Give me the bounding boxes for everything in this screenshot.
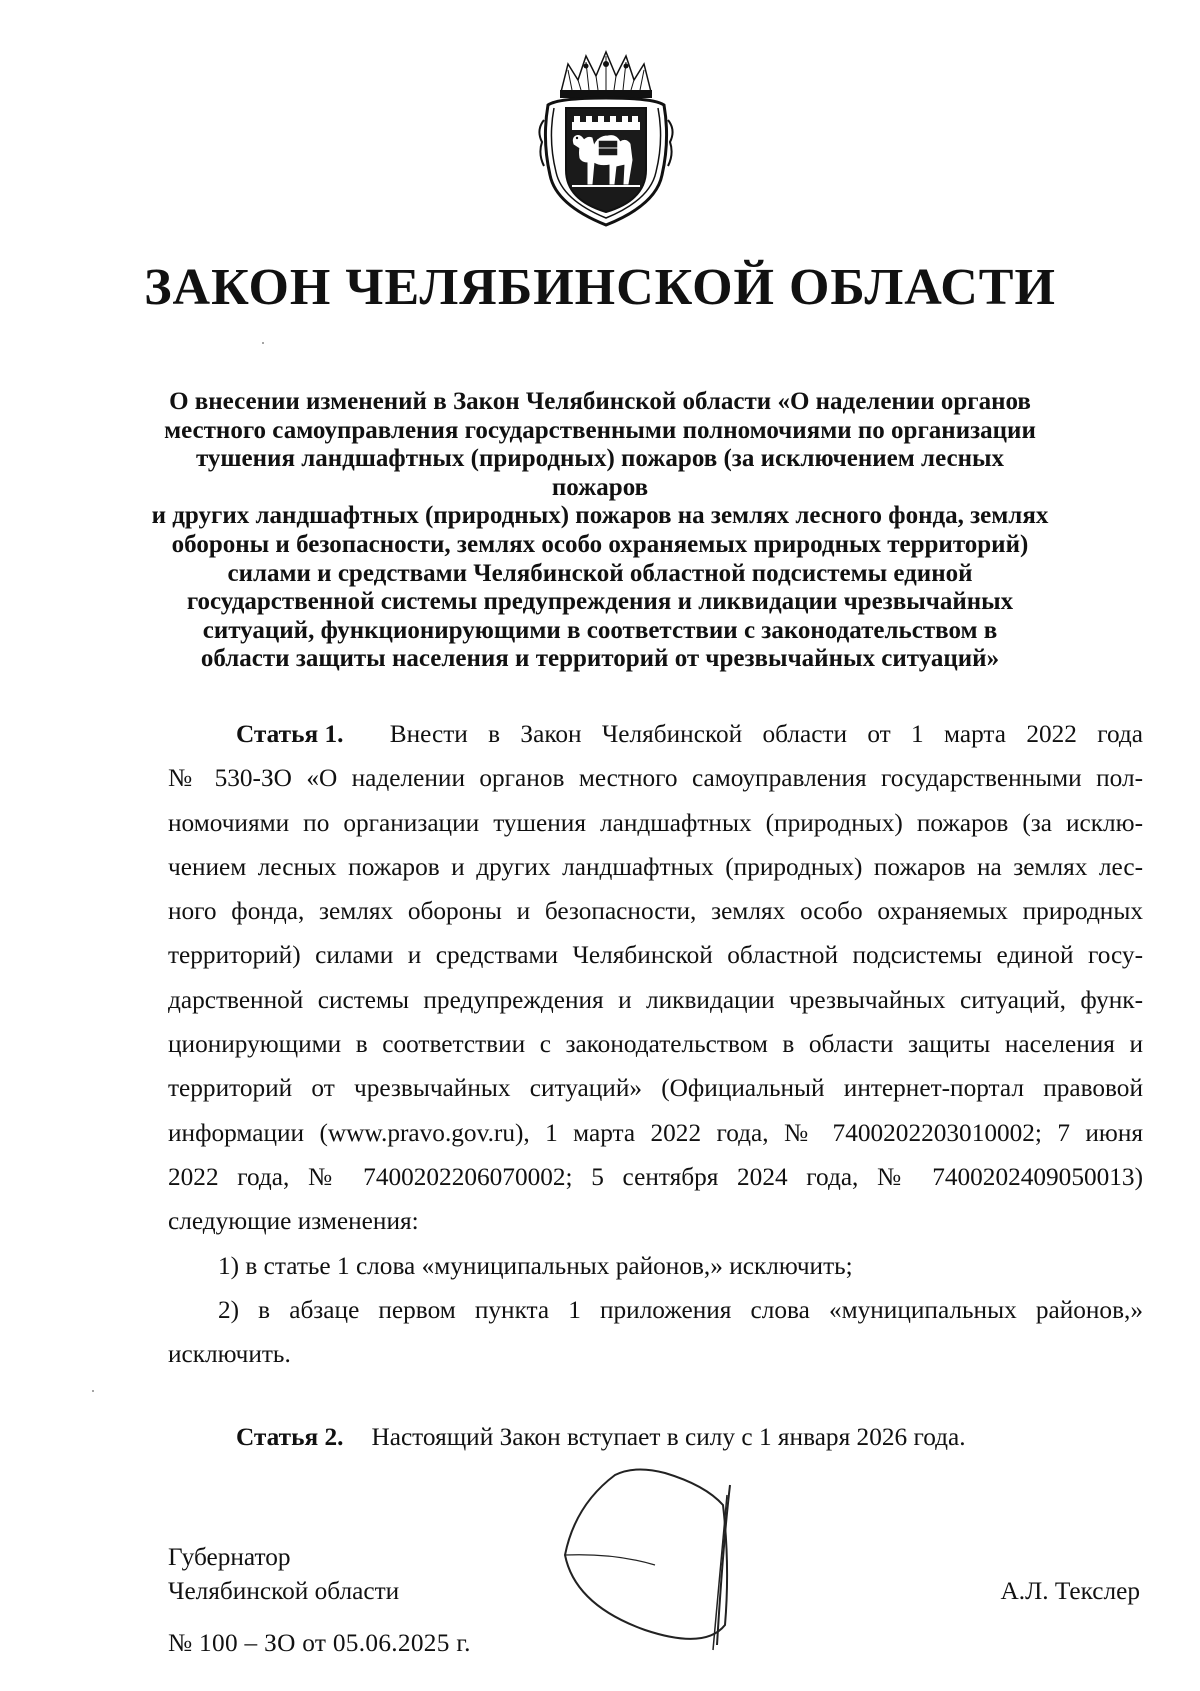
document-title: ЗАКОН ЧЕЛЯБИНСКОЙ ОБЛАСТИ: [144, 259, 1056, 316]
subtitle-line: местного самоуправления государственными полномочиями по организации: [164, 416, 1036, 444]
article-1-line: номочиями по организации тушения ландшафтных (природных) пожаров (за исклю-: [168, 808, 1143, 837]
subtitle-line: области защиты населения и территорий от чрезвычайных ситуаций»: [200, 645, 1000, 673]
signer-name: А.Л. Текслер: [1000, 1577, 1140, 1605]
article-1-item: 1) в статье 1 слова «муниципальных районов,» исключить;: [218, 1251, 853, 1280]
coat-of-arms-emblem: [536, 50, 676, 230]
article-1-line: территорий) силами и средствами Челябинской областной подсистемы единой госу-: [168, 941, 1143, 970]
article-1-line: ционирующими в соответствии с законодательством в области защиты населения и: [168, 1030, 1143, 1059]
subtitle-line: обороны и безопасности, землях особо охраняемых природных территорий): [171, 530, 1029, 558]
article-1-line: чением лесных пожаров и других ландшафтных (природных) пожаров на землях лес-: [168, 852, 1143, 881]
article-1-heading: Статья 1.: [236, 720, 344, 748]
subtitle-line: ситуаций, функционирующими в соответствии с законодательством в: [202, 616, 998, 644]
signer-position-line: Губернатор: [168, 1543, 291, 1571]
article-2: [236, 1415, 966, 1459]
law-number: № 100 – ЗО от 05.06.2025 г.: [168, 1629, 471, 1657]
article-1-item: 2) в абзаце первом пункта 1 приложения слова «муниципальных районов,»: [218, 1295, 1143, 1324]
scan-speck: [262, 342, 264, 344]
article-1-line: Внести в Закон Челябинской области от 1 марта 2022 года: [389, 720, 1143, 748]
subtitle-line: О внесении изменений в Закон Челябинской области «О наделении органов: [169, 388, 1031, 415]
subtitle-line: и других ландшафтных (природных) пожаров на землях лесного фонда, землях: [151, 502, 1049, 530]
article-1: [168, 712, 1143, 1376]
scan-speck: [92, 1390, 94, 1392]
subtitle-line: тушения ландшафтных (природных) пожаров (за исключением лесных пожаров: [195, 445, 1004, 501]
article-1-line: ного фонда, землях обороны и безопасности, землях особо охраняемых природных: [168, 897, 1143, 926]
handwritten-signature: [555, 1465, 775, 1655]
article-1-line: дарственной системы предупреждения и ликвидации чрезвычайных ситуаций, функ-: [168, 985, 1143, 1014]
article-1-line: информации (www.pravo.gov.ru), 1 марта 2022 года, № 7400202203010002; 7 июня: [168, 1118, 1143, 1147]
article-1-line: следующие изменения:: [168, 1207, 419, 1236]
subtitle-line: силами и средствами Челябинской областной подсистемы единой: [227, 559, 973, 587]
article-1-line: 2022 года, № 7400202206070002; 5 сентября 2024 года, № 7400202409050013): [168, 1162, 1143, 1191]
article-1-line: № 530-ЗО «О наделении органов местного самоуправления государственными пол-: [168, 764, 1143, 793]
subtitle-line: государственной системы предупреждения и ликвидации чрезвычайных: [186, 588, 1014, 616]
article-1-first-line: [168, 712, 1143, 756]
article-2-heading: Статья 2.: [236, 1423, 344, 1451]
signer-position: [168, 1540, 399, 1608]
article-1-item-continuation: исключить.: [168, 1340, 291, 1369]
signer-position-line: Челябинской области: [168, 1577, 400, 1605]
document-subtitle: [150, 388, 1050, 674]
article-1-line: территорий от чрезвычайных ситуаций» (Официальный интернет-портал правовой: [168, 1074, 1143, 1103]
article-2-text: Настоящий Закон вступает в силу с 1 января 2026 года.: [371, 1423, 966, 1451]
